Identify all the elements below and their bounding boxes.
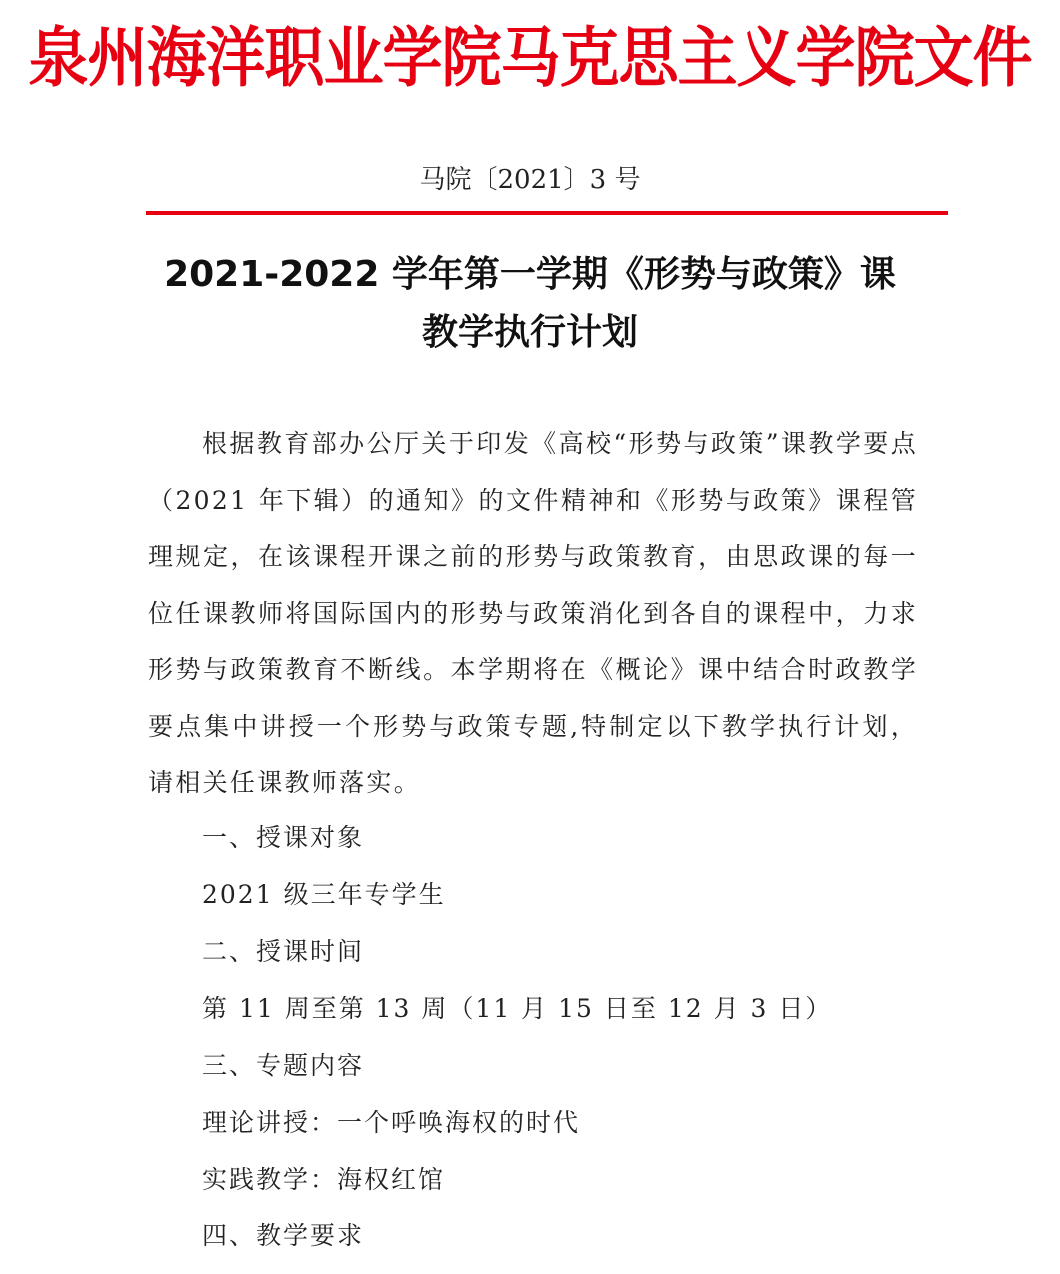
title-line-1: 2021-2022 学年第一学期《形势与政策》课 (164, 254, 896, 295)
section-1-content: 2021 级三年专学生 (202, 880, 446, 909)
section-2-heading: 二、授课时间 (202, 937, 365, 966)
section-4-heading: 四、教学要求 (202, 1221, 365, 1250)
document-number: 马院〔2021〕3 号 (419, 165, 641, 195)
title-line-2: 教学执行计划 (421, 312, 638, 353)
section-3-heading: 三、专题内容 (202, 1051, 365, 1080)
section-1-heading: 一、授课对象 (202, 823, 365, 852)
section-3-practice: 实践教学：海权红馆 (202, 1165, 446, 1194)
red-divider-line (146, 211, 948, 215)
body-paragraph: 根据教育部办公厅关于印发《高校“形势与政策”课教学要点（2021 年下辑）的通知》的文件精神和《形势与政策》课程管理规定，在该课程开课之前的形势与政策教育，由思政课的每一位任课教师将国际国内的形势与政策消化到各自的课程中，力求形势与政策教育不断线。本学期将在《概论》课中结合时政教学要点集中讲授一个形势与政策专题,特制定以下教学执行计划，请相关任课教师落实。 (148, 429, 918, 797)
document-masthead: 泉州海洋职业学院马克思主义学院文件 (28, 20, 1032, 97)
section-3-theory: 理论讲授：一个呼唤海权的时代 (202, 1108, 581, 1137)
document-title (140, 246, 920, 362)
section-2-content: 第 11 周至第 13 周（11 月 15 日至 12 月 3 日） (202, 994, 833, 1023)
